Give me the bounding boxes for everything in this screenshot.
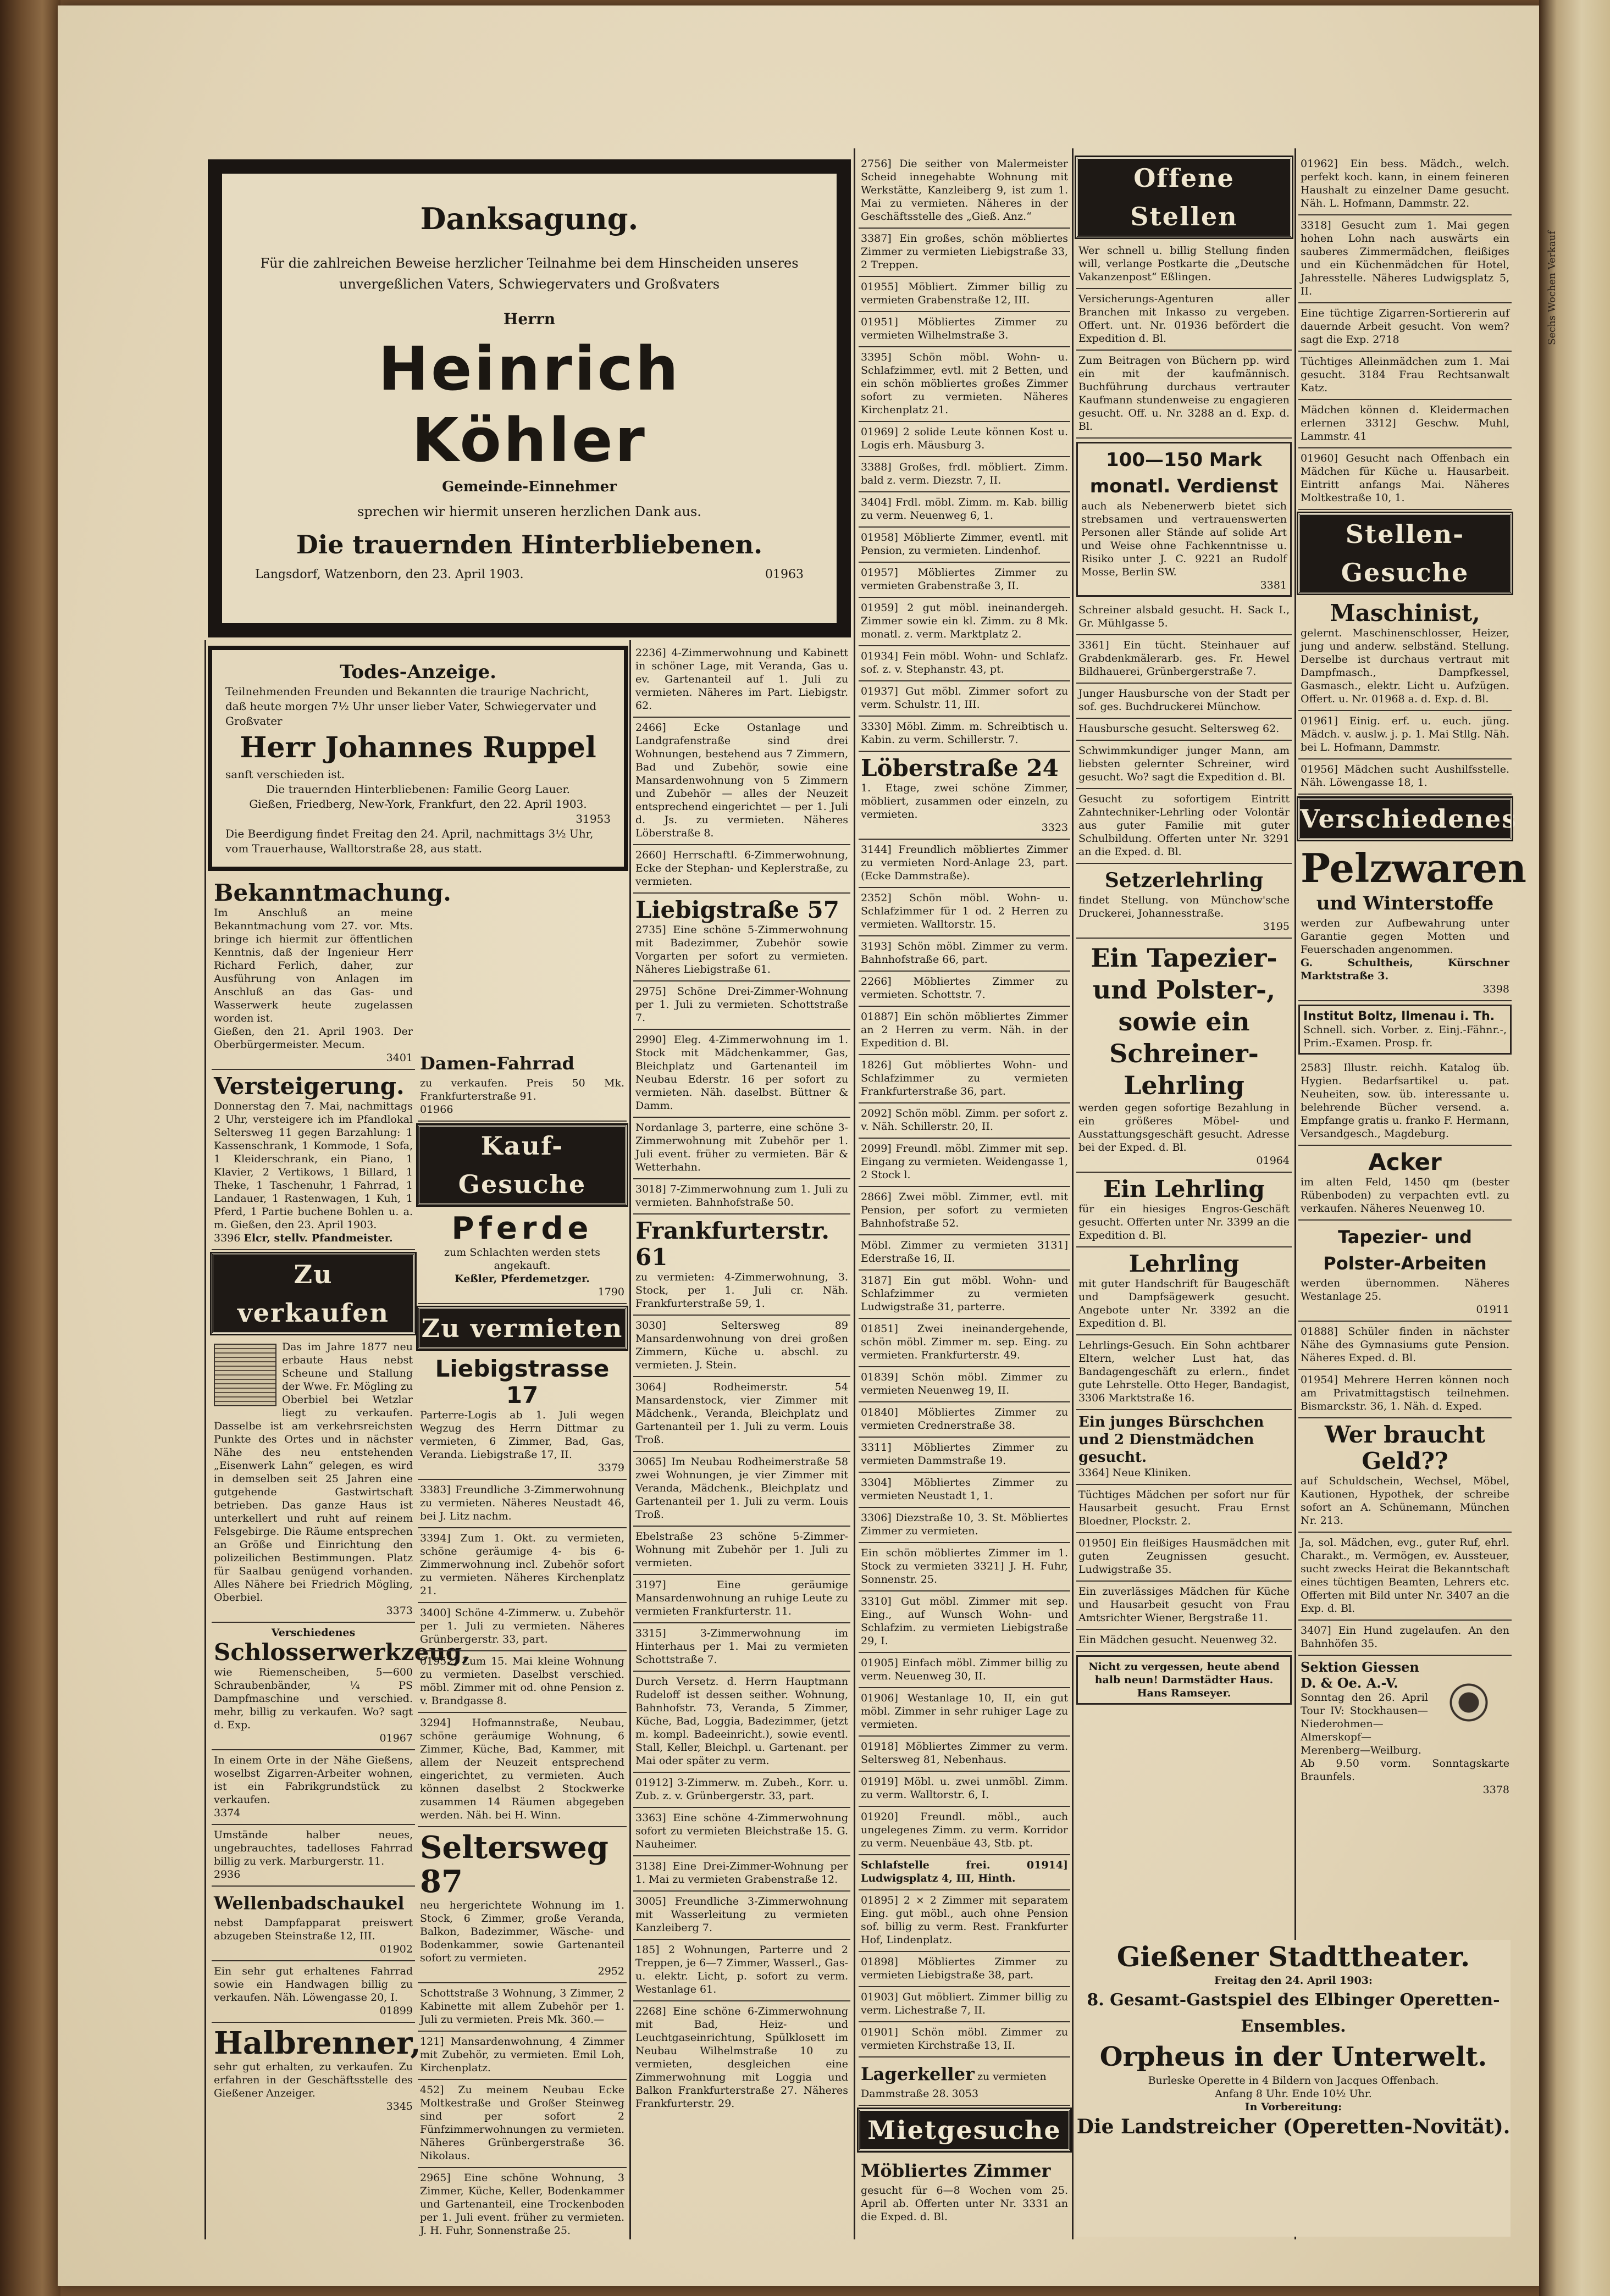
col4-ad: 3193] Schön möbl. Zimmer zu verm. Bahnhofstraße 66, part. — [861, 940, 1068, 966]
verst-signature: Elcr, stellv. Pfandmeister. — [244, 1232, 393, 1244]
pferde-title: Pferde — [451, 1211, 593, 1246]
col6-ad: Tüchtiges Alleinmädchen zum 1. Mai gesucht. 3184 Frau Rechtsanwalt Katz. — [1301, 356, 1509, 394]
lagerkeller-code: 3053 — [951, 2088, 979, 2100]
liebig57-title: Liebigstraße 57 — [635, 896, 839, 923]
todes-funeral: Die Beerdigung findet Freitag den 24. April, nachmittags 3½ Uhr, vom Trauerhause, Walltorstraße 28, aus statt. — [225, 827, 594, 855]
col5-ad: 3361] Ein tücht. Steinhauer auf Grabdenkmälerarb. ges. Fr. Hewel Bildhauerei, Grünbergerstraße 7. — [1078, 639, 1290, 678]
col4-ad: 3387] Ein großes, schön möbliertes Zimmer zu vermieten Liebigstraße 33, 2 Treppen. — [861, 232, 1068, 271]
col4-ad: 3395] Schön möbl. Wohn- u. Schlafzimmer, evtl. mit 2 Betten, und ein schön möbliertes großes Zimmer sofort zu vermieten. Näheres Kirchenplatz 21. — [861, 351, 1068, 416]
bekannt-code: 3401 — [386, 1052, 413, 1064]
damen-text: zu verkaufen. Preis 50 Mk. Frankfurterstraße 91. — [420, 1077, 624, 1102]
col4-ad: 3404] Frdl. möbl. Zimm. m. Kab. billig zu verm. Neuenweg 6, 1. — [861, 496, 1068, 522]
col4-ad: 01957] Möbliertes Zimmer zu vermieten Grabenstraße 3, II. — [861, 567, 1068, 592]
column-5 — [1076, 154, 1292, 2239]
theater-prep: In Vorbereitung: — [1244, 2101, 1342, 2113]
damen-code: 01966 — [420, 1103, 453, 1116]
junges-title: Ein junges Bürschchen und 2 Dienstmädchen gesucht. — [1078, 1414, 1264, 1466]
col3-ad: 185] 2 Wohnungen, Parterre und 2 Treppen, je 6—7 Zimmer, Wasserl., Gas- u. elektr. Licht, p. sofort zu verm. Westanlage 61. — [635, 1944, 848, 1995]
col2-ad: 3400] Schöne 4-Zimmerw. u. Zubehör per 1. Juli zu vermieten. Näheres Grünbergerstr. 33, part. — [420, 1607, 624, 1645]
col2-ad: 121] Mansardenwohnung, 4 Zimmer mit Zubehör, zu vermieten. Emil Loh, Kirchenplatz. — [420, 2036, 624, 2074]
lagerkeller-title: Lagerkeller — [861, 2064, 975, 2084]
col4-ad: 01958] Möblierte Zimmer, eventl. mit Pension, zu vermieten. Lindenhof. — [861, 531, 1068, 557]
junges-text: 3364] Neue Kliniken. — [1078, 1467, 1191, 1479]
todes-title: Todes-Anzeige. — [340, 661, 496, 683]
liebig57-text: 2735] Eine schöne 5-Zimmerwohnung mit Badezimmer, Zubehör sowie Vorgarten per sofort zu vermieten. Näheres Liebigstraße 61. — [635, 924, 848, 975]
theater-date: Freitag den 24. April 1903: — [1214, 1975, 1373, 1987]
lober-text: 1. Etage, zwei schöne Zimmer, möbliert, zusammen oder einzeln, zu vermieten. — [861, 782, 1068, 820]
moebl-text: gesucht für 6—8 Wochen vom 25. April ab. Offerten unter Nr. 3331 an die Exped. d. Bl. — [861, 2184, 1068, 2223]
col5-ad: Junger Hausbursche von der Stadt per sof. ges. Buchdruckerei Münchow. — [1078, 687, 1290, 713]
danksagung-code: 01963 — [765, 568, 804, 581]
col3-ad: 3197] Eine geräumige Mansardenwohnung an ruhige Leute zu vermieten Frankfurterstr. 11. — [635, 1579, 848, 1617]
pelz-text: werden zur Aufbewahrung unter Garantie gegen Motten und Feuerschaden angenommen. — [1301, 917, 1509, 956]
sektion-code: 3378 — [1482, 1784, 1509, 1796]
sektion-text: Sonntag den 26. April Tour IV: Stockhausen—Niederohmen—Almerskopf—Merenberg—Weilburg. Ab 9.50 vorm. Sonntagskarte Braunfels. — [1301, 1692, 1509, 1783]
col3-ad: 3018] 7-Zimmerwohnung zum 1. Juli zu vermieten. Bahnhofstraße 50. — [635, 1183, 848, 1208]
col4-ad: 01905] Einfach möbl. Zimmer billig zu verm. Neuenweg 30, II. — [861, 1657, 1068, 1682]
column-4 — [859, 154, 1070, 2239]
col4-ad: 01901] Schön möbl. Zimmer zu vermieten Kirchstraße 13, II. — [861, 2026, 1068, 2051]
column-2 — [418, 1047, 627, 2239]
col4-ad: 01937] Gut möbl. Zimmer sofort zu verm. Schulstr. 11, III. — [861, 685, 1068, 711]
lagerkeller-text: zu vermieten Dammstraße 28. — [861, 2071, 1047, 2100]
col5-ad: Hausbursche gesucht. Seltersweg 62. — [1078, 723, 1280, 735]
verst-title: Versteigerung. — [214, 1073, 405, 1100]
selters-title: Seltersweg 87 — [420, 1829, 608, 1900]
col3-ad: Ebelstraße 23 schöne 5-Zimmer-Wohnung mit Zubehör per 1. Juli zu vermieten. — [635, 1530, 848, 1569]
tapez-text: werden gegen sofortige Bezahlung in ein größeres Möbel- und Ausstattungsgeschäft gesucht. Adresse bei der Exped. d. Bl. — [1078, 1102, 1290, 1153]
schlosser-code: 01967 — [379, 1732, 413, 1744]
wellen-title: Wellenbadschaukel — [214, 1893, 405, 1914]
verst-text: Donnerstag den 7. Mai, nachmittags 2 Uhr, versteigere ich im Pfandlokal Seltersweg 11 gegen Barzahlung: 1 Kassenschrank, 1 Kommode, 1 Sofa, 1 Kleiderschrank, ein Piano, 1 Klavier, 2 Vertikows, 1 Billard, 1 Theke, 1 Taschenuhr, 1 Fahrrad, 1 Landauer, 1 Rastenwagen, 1 Kuh, 1 Pferd, 1 Partie buchene Bohlen u. a. m. Gießen, den 23. April 1903. — [214, 1100, 413, 1231]
section-header-zu-vermieten: Zu vermieten — [418, 1307, 627, 1349]
col4-ad: 3388] Großes, frdl. möbliert. Zimm. bald z. verm. Diezstr. 7, II. — [861, 461, 1068, 486]
bekannt-signature: Gießen, den 21. April 1903. Der Oberbürgermeister. Mecum. — [214, 1025, 413, 1051]
col3-ad: 2236] 4-Zimmerwohnung und Kabinett in schöner Lage, mit Veranda, Gas u. ev. Gartenanteil auf 1. Juli zu vermieten. Näheres im Part. Liebigstr. 62. — [635, 647, 848, 712]
col4-ad: 01895] 2 × 2 Zimmer mit separatem Eing. gut möbl., auch ohne Pension sof. billig zu verm. Rest. Frankfurter Hof, Lindenplatz. — [861, 1894, 1068, 1946]
lehrling-text: für ein hiesiges Engros-Geschäft gesucht. Offerten unter Nr. 3399 an die Expedition d. Bl. — [1078, 1203, 1290, 1241]
pelz-sub: und Winterstoffe — [1316, 892, 1494, 914]
todes-code: 31953 — [576, 812, 611, 825]
deceased-role: Gemeinde-Einnehmer — [442, 479, 617, 495]
pelz-title: Pelzwaren — [1301, 845, 1526, 891]
danksagung-thanks: sprechen wir hiermit unseren herzlichen Dank aus. — [357, 504, 701, 519]
acker-title: Acker — [1368, 1149, 1442, 1175]
lober-title: Löberstraße 24 — [861, 755, 1059, 781]
col3-ad: 3030] Seltersweg 89 Mansardenwohnung von drei großen Zimmern, Küche u. abschl. zu vermieten. J. Stein. — [635, 1319, 848, 1371]
col5-ad: Zum Beitragen von Büchern pp. wird ein mit der kaufmännisch. Buchführung durchaus vertrauter Kaufmann stundenweise zu engagieren gesucht. Off. u. Nr. 3288 an d. Exp. d. Bl. — [1078, 354, 1290, 432]
moebl-title: Möbliertes Zimmer — [861, 2160, 1051, 2181]
tapez6-code: 01911 — [1476, 1304, 1509, 1316]
col4-ad: 01969] 2 solide Leute können Kost u. Logis erh. Mäusburg 3. — [861, 426, 1068, 451]
fahrrad2-text: Ein sehr gut erhaltenes Fahrrad sowie ein Handwagen billig zu verkaufen. Näh. Löwengasse 20, I. — [214, 1965, 413, 2004]
lehrling2-title: Lehrling — [1128, 1250, 1240, 1277]
section-header-verschiedenes: Verschiedenes — [1298, 798, 1512, 840]
column-rule — [1072, 148, 1074, 2239]
column-rule — [854, 148, 855, 2239]
lehrlings-gesuch: Lehrlings-Gesuch. Ein Sohn achtbarer Eltern, welcher Lust hat, das Bandagengeschäft zu erlern., findet gute Lehrstelle. Otto Heger, Bandagist, 3306 Marktstraße 16. — [1078, 1339, 1290, 1404]
lehrling-title: Ein Lehrling — [1103, 1175, 1265, 1202]
tapez6-title: Tapezier- und Polster-Arbeiten — [1323, 1227, 1487, 1274]
halbrenner-title: Halbrenner, — [214, 2025, 421, 2061]
frankfurter-text: zu vermieten: 4-Zimmerwohnung, 3. Stock, per 1. Juli cr. Näh. Frankfurterstraße 59, 1. — [635, 1271, 848, 1310]
col4-ad: 1826] Gut möbliertes Wohn- und Schlafzimmer zu vermieten Frankfurterstraße 36, part. — [861, 1059, 1068, 1097]
pferde-signature: Keßler, Pferdemetzger. — [455, 1273, 590, 1285]
col3-ad: 01912] 3-Zimmerw. m. Zubeh., Korr. u. Zub. z. v. Grünbergerstr. 33, part. — [635, 1777, 848, 1802]
col3-ad: Nordanlage 3, parterre, eine schöne 3-Zimmerwohnung mit Zubehör per 1. Juli event. früher zu vermieten. Bär & Wetterhahn. — [635, 1122, 848, 1173]
col4-ad: Möbl. Zimmer zu vermieten 3131] Ederstraße 16, II. — [861, 1239, 1068, 1265]
col4-ad: 3311] Möbliertes Zimmer zu vermieten Dammstraße 19. — [861, 1441, 1068, 1467]
col2-ad: 3383] Freundliche 3-Zimmerwohnung zu vermieten. Näheres Neustadt 46, bei J. Litz nachm. — [420, 1484, 624, 1522]
col4-ad: 01934] Fein möbl. Wohn- und Schlafz. sof. z. v. Stephanstr. 43, pt. — [861, 650, 1068, 675]
next-page-edge — [1539, 0, 1610, 2296]
column-rule — [629, 640, 631, 2239]
todes-name: Herr Johannes Ruppel — [240, 731, 596, 764]
todes-places: Gießen, Friedberg, New-York, Frankfurt, den 22. April 1903. — [249, 797, 587, 811]
tapez6-text: werden übernommen. Näheres Westanlage 25. — [1301, 1277, 1509, 1302]
versch-label: Verschiedenes — [271, 1627, 356, 1639]
col2-ad: 01952] Zum 15. Mai kleine Wohnung zu vermieten. Daselbst verschied. möbl. Zimmer mit od. ohne Pension z. v. Brandgasse 8. — [420, 1655, 624, 1707]
acker-text: im alten Feld, 1450 qm (bester Rübenboden) zu verpachten evtl. zu verkaufen. Näheres Neuenweg 10. — [1301, 1176, 1509, 1214]
col6-ad: Mädchen können d. Kleidermachen erlernen 3312] Geschw. Muhl, Lammstr. 41 — [1301, 404, 1509, 442]
boltz-title: Institut Boltz, Ilmenau i. Th. — [1303, 1010, 1495, 1023]
pferde-text: zum Schlachten werden stets angekauft. — [444, 1246, 600, 1272]
todes-sanft: sanft verschieden ist. — [225, 768, 345, 781]
col4-ad: 01851] Zwei ineinandergehende, schön möbl. Zimmer m. sep. Eing. zu vermieten. Frankfurterstr. 49. — [861, 1323, 1068, 1361]
liebig17-title: Liebigstrasse 17 — [435, 1355, 610, 1408]
geld-text: auf Schuldschein, Wechsel, Möbel, Kautionen, Hypothek, der schreibe sofort an A. Schünemann, München Nr. 213. — [1301, 1475, 1509, 1527]
col3-ad: 3315] 3-Zimmerwohnung im Hinterhaus per 1. Mai zu vermieten Schottstraße 7. — [635, 1627, 848, 1666]
selters-code: 2952 — [597, 1965, 624, 1977]
col3-ad: 3064] Rodheimerstr. 54 Mansardenstock, vier Zimmer mit Mädchenk., Veranda, Bleichplatz und Gartenanteil per 1. Juli zu verm. Louis Troß. — [635, 1381, 848, 1446]
col4-ad: 01839] Schön möbl. Zimmer zu vermieten Neuenweg 19, II. — [861, 1371, 1068, 1396]
theater-play: Orpheus in der Unterwelt. — [1099, 2042, 1487, 2072]
column-6 — [1298, 154, 1526, 1934]
col4-ad: 2099] Freundl. möbl. Zimmer mit sep. Eingang zu vermieten. Weidengasse 1, 2 Stock l. — [861, 1143, 1068, 1181]
col5-ad: Versicherungs-Agenturen aller Branchen mit Inkasso zu vergeben. Offert. unt. Nr. 01936 befördert die Expedition d. Bl. — [1078, 293, 1290, 345]
edelweiss-icon — [1430, 1661, 1507, 1744]
section-header-stellen-gesuche: Stellen-Gesuche — [1298, 513, 1512, 594]
col3-ad: 2466] Ecke Ostanlage und Landgrafenstraße sind drei Wohnungen, bestehend aus 7 Zimmern, Bad und Zubehör, sowie eine Mansardenwohnung von 5 Zimmern und Zubehör — alles der Neuzeit entsprechend eingerichtet — per 1. Juli d. Js. zu vermieten. Näheres Löberstraße 8. — [635, 722, 848, 839]
tapez-title: Ein Tapezier- und Polster-, sowie ein Schreiner-Lehrling — [1091, 943, 1277, 1100]
zig-code: 3374 — [214, 1807, 241, 1819]
lober-code: 3323 — [1041, 822, 1068, 834]
pferde-code: 1790 — [597, 1286, 624, 1298]
boltz-text: Schnell. sich. Vorber. z. Einj.-Fähnr.-, Prim.-Examen. Prosp. fr. — [1303, 1024, 1507, 1049]
column-rule — [1294, 148, 1296, 2239]
verdienst-code: 3381 — [1260, 579, 1287, 591]
schlafstelle: Schlafstelle frei. 01914] Ludwigsplatz 4, III, Hinth. — [861, 1859, 1068, 1884]
col4-ad: 01951] Möbliertes Zimmer zu vermieten Wilhelmstraße 3. — [861, 316, 1068, 341]
verdienst-title: 100—150 Mark monatl. Verdienst — [1089, 449, 1279, 497]
theater-times: Anfang 8 Uhr. Ende 10½ Uhr. — [1215, 2088, 1372, 2100]
todes-text: Teilnehmenden Freunden und Bekannten die traurige Nachricht, daß heute morgen 7½ Uhr unser lieber Vater, Schwiegervater und Großvater — [225, 685, 597, 728]
next-page-text: Sechs Wochen Verkauf — [1546, 231, 1558, 345]
col4-ad: 3330] Möbl. Zimm. m. Schreibtisch u. Kabin. zu verm. Schillerstr. 7. — [861, 720, 1068, 746]
wellen-code: 01902 — [379, 1943, 413, 1955]
col3-ad: 3005] Freundliche 3-Zimmerwohnung mit Wasserleitung zu vermieten Kanzleiberg 7. — [635, 1895, 848, 1934]
col6-ad: 01961] Einig. erf. u. euch. jüng. Mädch. v. auslw. j. p. 1. Mai Stllg. Näh. bei L. Hofmann, Dammstr. — [1301, 715, 1509, 753]
col6-ad: Ja, sol. Mädchen, evg., guter Ruf, ehrl. Charakt., m. Vermögen, ev. Aussteuer, sucht zwecks Heirat die Bekanntschaft eines tüchtigen Beamten, Lehrers etc. Offerten mit Bild unter Nr. 3407 an die Exp. d. Bl. — [1301, 1537, 1509, 1615]
col6-ad: 01956] Mädchen sucht Aushilfsstelle. Näh. Löwengasse 18, 1. — [1301, 763, 1509, 789]
col3-ad: Durch Versetz. d. Herrn Hauptmann Rudeloff ist dessen seither. Wohnung, Bahnhofstr. 73, Veranda, 5 Zimmer, Küche, Bad, Loggia, Badezimmer, (jetzt m. kompl. Badeeinricht.), sowie eventl. Stall, Keller, Bleichpl. u. Gartenant. per Mai oder später zu verm. — [635, 1676, 848, 1767]
col4-ad: 01898] Möbliertes Zimmer zu vermieten Liebigstraße 38, part. — [861, 1956, 1068, 1981]
schlosser-text: wie Riemenscheiben, 5—600 Schraubenbänder, ¼ PS Dampfmaschine und verschied. mehr, billig zu verkaufen. Wo? sagt d. Exp. — [214, 1666, 413, 1731]
col4-ad: 01959] 2 gut möbl. ineinandergeh. Zimmer sowie ein kl. Zimm. zu 8 Mk. monatl. z. verm. Marktplatz 2. — [861, 602, 1068, 640]
theater-notice — [1076, 1940, 1511, 2237]
hygien-ad: 2583] Illustr. reichh. Katalog üb. Hygien. Bedarfsartikel u. pat. Neuheiten, sow. üb. interessante u. belehrende Bücher versend. a. Empfange gratis u. franko F. Hermann, Versandgesch., Magdeburg. — [1301, 1062, 1509, 1140]
bekannt-text: Im Anschluß an meine Bekanntmachung vom 27. vor. Mts. bringe ich hiermit zur öffentlichen Kenntnis, daß der Ingenieur Herr Richard Ferlich, daher, zur Ausführung von Anlagen im Anschluß an das Gas- und Wasserwerk heute zugelassen worden ist. — [214, 907, 413, 1024]
danksagung-notice — [208, 159, 851, 637]
col2-ad: 452] Zu meinem Neubau Ecke Moltkestraße und Großer Steinweg sind per sofort 2 Fünfzimmerwohnungen zu vermieten. Näheres Grünbergerstraße 36. Nikolaus. — [420, 2084, 624, 2162]
col4-ad: 2866] Zwei möbl. Zimmer, evtl. mit Pension, per sofort zu vermieten Bahnhofstraße 52. — [861, 1191, 1068, 1229]
lehrling2-text: mit guter Handschrift für Baugeschäft und Dampfsägewerk gesucht. Angebote unter Nr. 3392 an die Expedition d. Bl. — [1078, 1278, 1290, 1329]
fahrrad-code: 2936 — [214, 1868, 241, 1881]
col4-ad: 2352] Schön möbl. Wohn- u. Schlafzimmer für 1 od. 2 Herren zu vermieten. Walltorstr. 15. — [861, 892, 1068, 930]
maschinist-text: gelernt. Maschinenschlosser, Heizer, jung und anderw. selbständ. Stellung. Derselbe ist durchaus vertraut mit Dampfmasch., Dampfkessel, Gasmasch., elektr. Licht u. Aufzügen. Offert. u. Nr. 01968 a. d. Exp. d. Bl. — [1301, 627, 1509, 705]
halbrenner-text: sehr gut erhalten, zu verkaufen. Zu erfahren in der Geschäftsstelle des Gießener Anzeiger. — [214, 2061, 413, 2099]
danksagung-text: Für die zahlreichen Beweise herzlicher Teilnahme bei dem Hinscheiden unseres unvergeßlichen Vaters, Schwiegervaters und Großvaters — [260, 256, 799, 292]
section-header-kauf-gesuche: Kauf-Gesuche — [418, 1125, 627, 1205]
haus-text: Das im Jahre 1877 neu erbaute Haus nebst Scheune und Stallung der Wwe. Fr. Mögling zu Oberbiel bei Wetzlar liegt zu verkaufen. Dasselbe ist am verkehrsreichsten Punkte des Ortes und in nächster Nähe des neu entstehenden „Eisenwerk Lahn“ gelegen, es wird in demselben seit 25 Jahren eine gutgehende Gastwirtschaft betrieben. Das ganze Haus ist unterkellert und ruht auf reinem Felsgebirge. Die Räume entsprechen an Größe und Einrichtung den polizeilichen Bestimmungen. Platz für Saalbau genügend vorhanden. Alles Nähere bei Friedrich Mögling, Oberbiel. — [214, 1341, 413, 1604]
col4-ad: 2266] Möbliertes Zimmer zu vermieten. Schottstr. 7. — [861, 975, 1068, 1001]
verst-code: 3396 — [214, 1232, 241, 1244]
pelz-code: 3398 — [1482, 983, 1509, 995]
section-header-zu-verkaufen: Zu verkaufen — [212, 1254, 415, 1334]
house-illustration — [214, 1344, 276, 1406]
sektion-title: Sektion Giessen D. & Oe. A.-V. — [1301, 1659, 1419, 1691]
col2-ad: 2965] Eine schöne Wohnung, 3 Zimmer, Küche, Keller, Bodenkammer und Gartenanteil, eine Trockenboden per 1. Juli event. früher zu vermieten. J. H. Fuhr, Sonnenstraße 25. — [420, 2172, 624, 2237]
col2-ad: Schottstraße 3 Wohnung, 3 Zimmer, 2 Kabinette mit allem Zubehör per 1. Juli zu vermieten. Preis Mk. 360.— — [420, 1987, 624, 2026]
col4-ad: 2092] Schön möbl. Zimm. per sofort z. v. Näh. Schillerstr. 20, II. — [861, 1107, 1068, 1133]
col6-ad: 3407] Ein Hund zugelaufen. An den Bahnhöfen 35. — [1301, 1624, 1509, 1650]
selters-text: neu hergerichtete Wohnung im 1. Stock, 6 Zimmer, große Veranda, Balkon, Badezimmer, Wäsche- und Bodenkammer, sowie Gartenanteil sofort zu vermieten. — [420, 1899, 624, 1964]
column-3 — [633, 643, 850, 2239]
setzer-text: findet Stellung. von Münchow'sche Druckerei, Johannesstraße. — [1078, 894, 1290, 919]
maschinist-title: Maschinist, — [1330, 600, 1480, 626]
pelz-signature: G. Schultheis, Kürschner Marktstraße 3. — [1301, 957, 1509, 982]
col4-ad: 3144] Freundlich möbliertes Zimmer zu vermieten Nord-Anlage 23, part. (Ecke Dammstraße). — [861, 844, 1068, 882]
verdienst-text: auch als Nebenerwerb bietet sich strebsamen und vertrauenswerten Personen aller Stände auf solide Art und Weise ohne Fachkenntnisse u. Risiko unter J. C. 9221 an Rudolf Mosse, Berlin SW. — [1081, 500, 1287, 578]
liebig17-code: 3379 — [597, 1462, 624, 1474]
danksagung-title: Danksagung. — [420, 201, 639, 236]
darmstadt-notice: Nicht zu vergessen, heute abend halb neun! Darmstädter Haus. Hans Ramseyer. — [1088, 1661, 1280, 1699]
col4-ad: 3304] Möbliertes Zimmer zu vermieten Neustadt 1, 1. — [861, 1477, 1068, 1502]
col2-ad: 3294] Hofmannstraße, Neubau, schöne geräumige Wohnung, 6 Zimmer, Küche, Bad, Kammer, mit allem der Neuzeit entsprechend eingerichtet, zu vermieten. Auch können daselbst 2 Stockwerke zusammen 14 Räumen abgegeben werden. Näh. bei H. Winn. — [420, 1717, 624, 1821]
col6-ad: 01962] Ein bess. Mädch., welch. perfekt koch. kann, in einem feineren Haushalt zu einzelner Dame gesucht. Näh. L. Hofmann, Dammstr. 22. — [1301, 158, 1509, 209]
col5-ad: Gesucht zu sofortigem Eintritt Zahntechniker-Lehrling oder Volontär aus guter Familie mit guter Schulbildung. Offerten unter Nr. 3291 an die Exped. d. Bl. — [1078, 793, 1290, 858]
column-rule — [204, 640, 206, 2239]
col4-ad: 01920] Freundl. möbl., auch ungelegenes Zimm. zu verm. Korridor zu verm. Neuenbäue 43, Stb. pt. — [861, 1811, 1068, 1849]
col6-ad: Eine tüchtige Zigarren-Sortiererin auf dauernde Arbeit gesucht. Von wem? sagt die Exp. 2718 — [1301, 307, 1509, 346]
zig-text: In einem Orte in der Nähe Gießens, woselbst Zigarren-Arbeiter wohnen, ist ein Fabrikgrundstück zu verkaufen. — [214, 1754, 413, 1806]
haus-code: 3373 — [386, 1605, 413, 1617]
danksagung-place-date: Langsdorf, Watzenborn, den 23. April 1903. — [255, 568, 524, 581]
liebig17-text: Parterre-Logis ab 1. Juli wegen Wegzug des Herrn Dittmar zu vermieten, 6 Zimmer, Bad, Gas, Veranda. Liebigstraße 17, II. — [420, 1409, 624, 1461]
col5-ad: Ein zuverlässiges Mädchen für Küche und Hausarbeit gesucht von Frau Amtsrichter Wiener, Bergstraße 11. — [1078, 1585, 1290, 1624]
theater-gast: 8. Gesamt-Gastspiel des Elbinger Operetten-Ensembles. — [1087, 1990, 1500, 2036]
setzer-title: Setzerlehrling — [1104, 869, 1264, 892]
col4-ad: 01840] Möbliertes Zimmer zu vermieten Crednerstraße 38. — [861, 1406, 1068, 1432]
setzer-code: 3195 — [1263, 920, 1290, 933]
theater-title: Gießener Stadttheater. — [1116, 1940, 1470, 1973]
bekannt-title: Bekanntmachung. — [214, 879, 451, 906]
frankfurter-title: Frankfurterstr. 61 — [635, 1217, 829, 1271]
col3-ad: 3065] Im Neubau Rodheimerstraße 58 zwei Wohnungen, je vier Zimmer mit Veranda, Mädchenk., Bleichplatz und Gartenanteil per 1. Juli zu verm. Louis Troß. — [635, 1456, 848, 1521]
col3-ad: 2990] Eleg. 4-Zimmerwohnung im 1. Stock mit Mädchenkammer, Gas, Bleichplatz und Gartenanteil im Neubau Ederstr. 16 per sofort zu vermieten. Näh. daselbst. Büttner & Damm. — [635, 1034, 848, 1112]
col4-ad: 01918] Möbliertes Zimmer zu verm. Seltersweg 81, Nebenhaus. — [861, 1740, 1068, 1766]
halbrenner-code: 3345 — [386, 2100, 413, 2112]
col5-ad: 01950] Ein fleißiges Hausmädchen mit guten Zeugnissen gesucht. Ludwigstraße 35. — [1078, 1537, 1290, 1576]
geld-title: Wer braucht Geld?? — [1325, 1421, 1485, 1474]
col6-ad: 01960] Gesucht nach Offenbach ein Mädchen für Küche u. Hausarbeit. Eintritt anfangs Mai. Näheres Moltkestraße 10, 1. — [1301, 452, 1509, 504]
col4-ad: Ein schön möbliertes Zimmer im 1. Stock zu vermieten 3321] J. H. Fuhr, Sonnenstr. 25. — [861, 1547, 1068, 1585]
theater-desc: Burleske Operette in 4 Bildern von Jacques Offenbach. — [1148, 2075, 1439, 2087]
col4-ad: 3187] Ein gut möbl. Wohn- und Schlafzimmer zu vermieten Ludwigstraße 31, parterre. — [861, 1274, 1068, 1313]
col3-ad: 2975] Schöne Drei-Zimmer-Wohnung per 1. Juli zu vermieten. Schottstraße 7. — [635, 985, 848, 1024]
theater-next: Die Landstreicher (Operetten-Novität). — [1076, 2115, 1511, 2138]
col5-ad: Schwimmkundiger junger Mann, am liebsten gelernter Schreiner, wird gesucht. Wo? sagt die Expedition d. Bl. — [1078, 745, 1290, 783]
col6-ad: 01954] Mehrere Herren können noch am Privatmittagstisch teilnehmen. Bismarckstr. 36, 1. Näh. d. Exped. — [1301, 1374, 1509, 1412]
col5-ad: Schreiner alsbald gesucht. H. Sack I., Gr. Mühlgasse 5. — [1078, 604, 1290, 629]
col4-ad: 01903] Gut möbliert. Zimmer billig zu verm. Lichestraße 7, II. — [861, 1991, 1068, 2016]
col4-ad: 01887] Ein schön möbliertes Zimmer an 2 Herren zu verm. Näh. in der Expedition d. Bl. — [861, 1011, 1068, 1049]
damen-title: Damen-Fahrrad — [420, 1053, 575, 1074]
col2-ad: 3394] Zum 1. Okt. zu vermieten, schöne geräumige 4- bis 6-Zimmerwohnung incl. Zubehör sofort zu vermieten. Näheres Kirchenplatz 21. — [420, 1532, 624, 1597]
danksagung-herr: Herrn — [503, 310, 556, 328]
col4-ad: 3306] Diezstraße 10, 3. St. Möbliertes Zimmer zu vermieten. — [861, 1512, 1068, 1537]
todes-mourners: Die trauernden Hinterbliebenen: Familie Georg Lauer. — [265, 783, 571, 796]
col5-ad: Wer schnell u. billig Stellung finden will, verlange Postkarte die „Deutsche Vakanzenpost“ Eßlingen. — [1078, 245, 1290, 283]
col3-ad: 3138] Eine Drei-Zimmer-Wohnung per 1. Mai zu vermieten Grabenstraße 12. — [635, 1860, 848, 1885]
col6-ad: 01888] Schüler finden in nächster Nähe des Gymnasiums gute Pension. Näheres Exped. d. Bl. — [1301, 1326, 1509, 1364]
fahrrad2-code: 01899 — [379, 2005, 413, 2017]
book-spine — [0, 0, 60, 2296]
col3-ad: 3363] Eine schöne 4-Zimmerwohnung sofort zu vermieten Bleichstraße 15. G. Nauheimer. — [635, 1812, 848, 1850]
schlosser-title: Schlosserwerkzeug, — [214, 1639, 470, 1666]
col6-ad: 3318] Gesucht zum 1. Mai gegen hohen Lohn nach auswärts ein sauberes Zimmermädchen, fleißiges und ein Küchenmädchen für Hotel, Jahresstelle. Näheres Ludwigsplatz 5, II. — [1301, 219, 1509, 297]
col4-ad: 3310] Gut möbl. Zimmer mit sep. Eing., auf Wunsch Wohn- und Schlafzim. zu vermieten Liebigstraße 29, I. — [861, 1595, 1068, 1647]
col5-ad: Tüchtiges Mädchen per sofort nur für Hausarbeit gesucht. Frau Ernst Bloedner, Plockstr. 2. — [1078, 1489, 1290, 1527]
col4-ad: 2756] Die seither von Malermeister Scheid innegehabte Wohnung mit Werkstätte, Kanzleiberg 9, ist zum 1. Mai zu vermieten. Näheres in der Geschäftsstelle des „Gieß. Anz.“ — [861, 158, 1068, 223]
deceased-name: Heinrich Köhler — [378, 334, 681, 475]
tapez-code: 01964 — [1256, 1155, 1290, 1167]
col3-ad: 2268] Eine schöne 6-Zimmerwohnung mit Bad, Heiz- und Leuchtgaseinrichtung, Spülklosett im Neubau Wilhelmstraße 10 zu vermieten, desgleichen eine Zimmerwohnung mit Loggia und Balkon Frankfurterstraße 27. Näheres Frankfurterstr. 29. — [635, 2005, 848, 2110]
danksagung-signature: Die trauernden Hinterbliebenen. — [296, 530, 763, 559]
col4-ad: 01955] Möbliert. Zimmer billig zu vermieten Grabenstraße 12, III. — [861, 281, 1068, 306]
todes-anzeige — [208, 646, 628, 871]
col5-ad: Ein Mädchen gesucht. Neuenweg 32. — [1078, 1634, 1277, 1646]
section-header-offene-stellen: Offene Stellen — [1076, 157, 1292, 237]
section-header-mietgesuche: Mietgesuche — [859, 2109, 1070, 2151]
col3-ad: 2660] Herrschaftl. 6-Zimmerwohnung, Ecke der Stephan- und Keplerstraße, zu vermieten. — [635, 849, 848, 888]
col4-ad: 01906] Westanlage 10, II, ein gut möbl. Zimmer in sehr ruhiger Lage zu vermieten. — [861, 1692, 1068, 1731]
fahrrad-text: Umstände halber neues, ungebrauchtes, tadelloses Fahrrad billig zu verk. Marburgerstr. 11. — [214, 1829, 413, 1867]
wellen-text: nebst Dampfapparat preiswert abzugeben Steinstraße 12, III. — [214, 1917, 413, 1942]
col4-ad: 01919] Möbl. u. zwei unmöbl. Zimm. zu verm. Walltorstr. 6, I. — [861, 1776, 1068, 1801]
